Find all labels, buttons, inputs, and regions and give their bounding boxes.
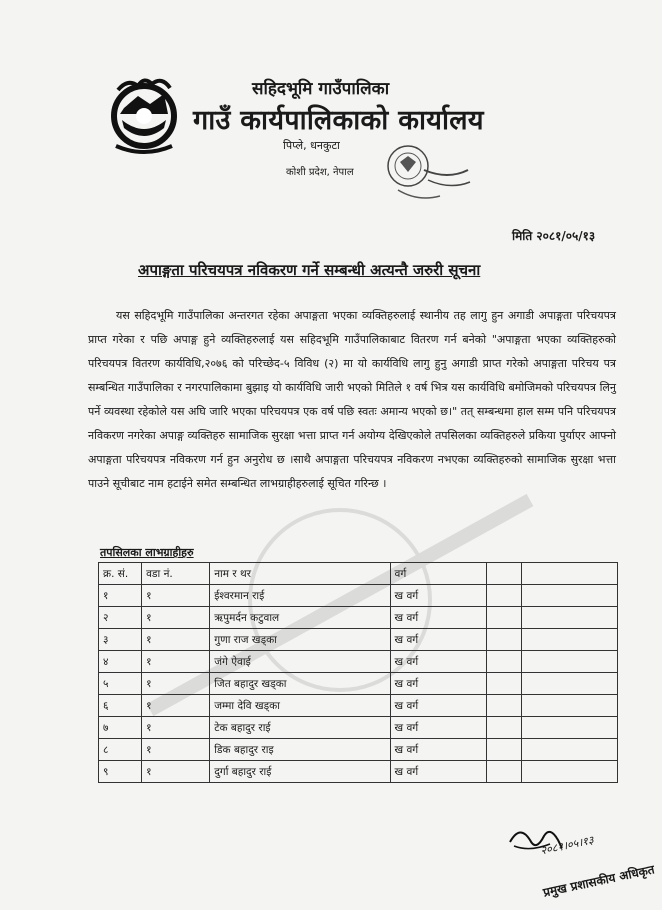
cell-name: ऋपुमर्दन कटुवाल (210, 607, 390, 629)
table-header-row (99, 563, 618, 585)
cell-ward: १ (142, 717, 210, 739)
beneficiary-list-caption: तपसिलका लाभग्राहीहरु (100, 546, 194, 559)
cell-category: ख वर्ग (390, 651, 486, 673)
cell-category: ख वर्ग (390, 585, 486, 607)
province-country: कोशी प्रदेश, नेपाल (286, 167, 354, 178)
cell-empty (486, 673, 521, 695)
cell-name: डिक बहादुर राइ (210, 739, 390, 761)
cell-serial: १ (99, 585, 142, 607)
cell-empty (486, 629, 521, 651)
cell-empty (486, 585, 521, 607)
header-name: नाम र थर (210, 563, 390, 585)
cell-category: ख वर्ग (390, 607, 486, 629)
table-row (99, 761, 618, 783)
cell-serial: ७ (99, 717, 142, 739)
cell-ward: १ (142, 651, 210, 673)
signature-date: २०८१।०५।१३ (539, 833, 595, 858)
cell-ward: १ (142, 607, 210, 629)
table-row (99, 651, 618, 673)
cell-serial: ५ (99, 673, 142, 695)
cell-serial: ८ (99, 739, 142, 761)
cell-empty (486, 739, 521, 761)
cell-empty (521, 607, 617, 629)
header-blank-1 (486, 563, 521, 585)
cell-ward: १ (142, 629, 210, 651)
cell-serial: २ (99, 607, 142, 629)
table-row (99, 739, 618, 761)
cell-ward: १ (142, 585, 210, 607)
cell-empty (521, 585, 617, 607)
cell-name: जित बहादुर खड्का (210, 673, 390, 695)
table-row (99, 585, 618, 607)
beneficiary-table (98, 562, 618, 783)
cell-empty (486, 761, 521, 783)
header-ward: वडा नं. (142, 563, 210, 585)
table-row (99, 629, 618, 651)
cell-category: ख वर्ग (390, 629, 486, 651)
header-serial: क्र. सं. (99, 563, 142, 585)
cell-name: दुर्गा बहादुर राई (210, 761, 390, 783)
cell-empty (486, 651, 521, 673)
cell-category: ख वर्ग (390, 739, 486, 761)
cell-empty (521, 739, 617, 761)
cell-name: टेक बहादुर राई (210, 717, 390, 739)
cell-name: जंगे ऐवाई (210, 651, 390, 673)
cell-name: जम्मा देवि खड्का (210, 695, 390, 717)
cell-category: ख वर्ग (390, 717, 486, 739)
cell-empty (521, 651, 617, 673)
cell-serial: ३ (99, 629, 142, 651)
org-name: सहिदभूमि गाउँपालिका (252, 79, 390, 99)
cell-empty (486, 717, 521, 739)
table-row (99, 695, 618, 717)
cell-empty (521, 717, 617, 739)
cell-serial: ४ (99, 651, 142, 673)
cell-empty (521, 673, 617, 695)
cell-ward: १ (142, 673, 210, 695)
cell-empty (486, 695, 521, 717)
notice-subject: अपाङ्गता परिचयपत्र नविकरण गर्ने सम्बन्धी अत्यन्तै जरुरी सूचना (138, 261, 481, 279)
header-blank-2 (521, 563, 617, 585)
signer-title: प्रमुख प्रशासकीय अधिकृत (541, 862, 656, 900)
cell-name: ईश्वरमान राई (210, 585, 390, 607)
cell-empty (521, 629, 617, 651)
cell-category: ख वर्ग (390, 673, 486, 695)
notice-date: मिति २०८१/०५/१३ (512, 229, 596, 243)
cell-category: ख वर्ग (390, 695, 486, 717)
notice-body: यस सहिदभूमि गाउँपालिका अन्तरगत रहेका अपाङ्गता भएका व्यक्तिहरुलाई स्थानीय तह लागु हुन अगाडी अपाङ्गता परिचयपत्र प्राप्त गरेका र पछि अपाङ्ग हुने व्यक्तिहरुलाई यस सहिदभूमि गाउँपालिकाबाट वितरण गर्न बनेको "अपाङ्गता भएका व्यक्तिहरुको परिचयपत्र वितरण कार्यविधि,२०७६ को परिच्छेद-५ विविध (२) मा यो कार्यविधि लागु हुनु अगाडी प्राप्त गरेको अपाङ्गता परिचय पत्र सम्बन्धित गाउँपालिका र नगरपालिकामा बुझाइ यो कार्यविधि जारी भएको मितिले १ वर्ष भित्र यस कार्यविधि बमोजिमको परिचयपत्र लिनु पर्ने व्यवस्था रहेकोले यस अघि जारि भएका परिचयपत्र एक वर्ष पछि स्वतः अमान्य भएको छ।" तत् सम्बन्धमा हाल सम्म पनि परिचयपत्र नविकरण नगरेका अपाङ्ग व्यक्तिहरु सामाजिक सुरक्षा भत्ता प्राप्त गर्न अयोग्य देखिएकोले तपसिलका व्यक्तिहरुले प्रकिया पुर्याएर आफ्नो अपाङ्गता परिचयपत्र नविकरण गर्न हुन अनुरोध छ ।साथै अपाङ्गता परिचयपत्र नविकरण नभएका व्यक्तिहरुको सामाजिक सुरक्षा भत्ता पाउने सूचीबाट नाम हटाईने समेत सम्बन्धित लाभग्राहीहरुलाई सूचित गरिन्छ । (88, 309, 616, 490)
office-seal-stamp-icon (368, 140, 474, 210)
cell-ward: १ (142, 695, 210, 717)
cell-empty (486, 607, 521, 629)
table-row (99, 607, 618, 629)
cell-name: गुणा राज खड्का (210, 629, 390, 651)
header-category: वर्ग (390, 563, 486, 585)
table-row (99, 717, 618, 739)
table-row (99, 673, 618, 695)
office-name: गाउँ कार्यपालिकाको कार्यालय (193, 105, 484, 136)
cell-category: ख वर्ग (390, 761, 486, 783)
cell-ward: १ (142, 761, 210, 783)
cell-empty (521, 761, 617, 783)
cell-serial: ६ (99, 695, 142, 717)
cell-serial: ९ (99, 761, 142, 783)
office-address: पिप्ले, धनकुटा (283, 139, 340, 152)
cell-empty (521, 695, 617, 717)
government-emblem-icon (98, 68, 190, 160)
cell-ward: १ (142, 739, 210, 761)
